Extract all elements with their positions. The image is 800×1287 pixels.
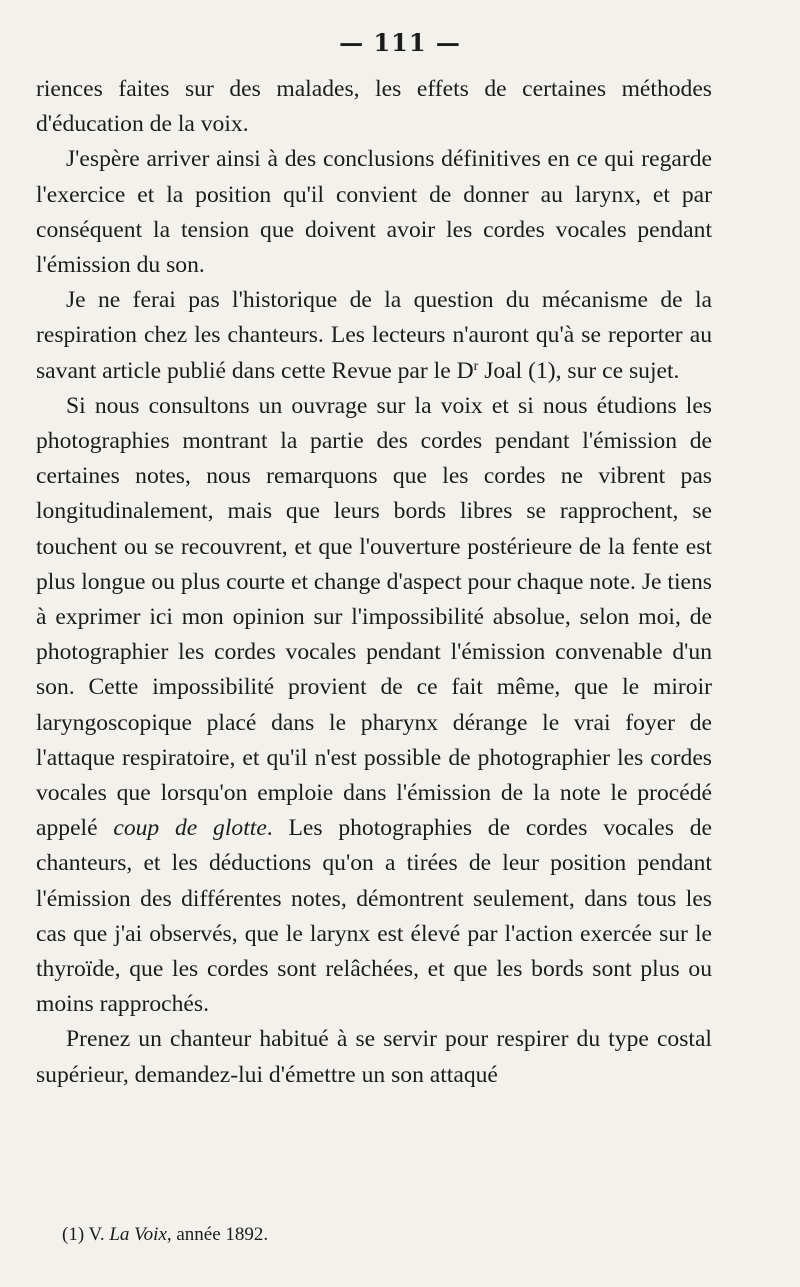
superscript-r: r bbox=[473, 358, 479, 374]
paragraph-text: Je ne ferai pas l'historique de la question du mécanisme de la respiration chez les chanteurs. Les lecteurs n'auront qu'à se reporter au savant article publié dans cette Revue par le D bbox=[36, 287, 712, 384]
footnote bbox=[62, 1224, 662, 1246]
footnote-title: La Voix bbox=[109, 1224, 167, 1245]
paragraph-text: riences faites sur des malades, les effets de certaines méthodes d'éducation de la voix. bbox=[36, 76, 712, 138]
paragraph-text: J'espère arriver ainsi à des conclusions définitives en ce qui regarde l'exercice et la position qu'il convient de donner au larynx, et par conséquent la tension que doivent avoir les cordes vocales pendant l'émission du son. bbox=[36, 146, 712, 279]
body-text bbox=[36, 72, 712, 1093]
paragraph-text: Prenez un chanteur habitué à se servir pour respirer du type costal supérieur, demandez-lui d'émettre un son attaqué bbox=[36, 1026, 712, 1088]
paragraph-text: Si nous consultons un ouvrage sur la voix et si nous étudions les photographies montrant la partie des cordes pendant l'émission de certaines notes, nous remarquons que les cordes ne vibrent pas longitudinalement, mais que leurs bords libres se rapprochent, se touchent ou se recouvrent, et que l'ouverture postérieure de la fente est plus longue ou plus courte et change d'aspect pour chaque note. Je tiens à exprimer ici mon opinion sur l'impossibilité absolue, selon moi, de photographier les cordes vocales pendant l'émission convenable d'un son. Cette impossibilité provient de ce fait même, que le miroir laryngoscopique placé dans le pharynx dérange le vrai foyer de l'attaque respiratoire, et qu'il n'est possible de photographier les cordes vocales que lorsqu'on emploie dans l'émission de la note le procédé appelé bbox=[36, 392, 712, 842]
footnote-rest: , année 1892. bbox=[166, 1224, 269, 1245]
footnote-marker: (1) V. bbox=[62, 1224, 105, 1245]
paragraph-singer bbox=[36, 1022, 712, 1092]
paragraph-text-end: Joal (1), sur ce sujet. bbox=[478, 357, 680, 384]
paragraph-continuation bbox=[36, 72, 712, 142]
italic-term: coup de glotte bbox=[113, 815, 267, 842]
paragraph-photographs bbox=[36, 389, 712, 1023]
page-number-header: — 111 — bbox=[339, 28, 461, 57]
paragraph-text-end: . Les photographies de cordes vocales de chanteurs, et les déductions qu'on a tirées de leur position pendant l'émission des différentes notes, démontrent seulement, dans tous les cas que j'ai observés, que le larynx est élevé par l'action exercée sur le thyroïde, que les cordes sont relâchées, et que les bords sont plus ou moins rapprochés. bbox=[36, 815, 712, 1018]
paragraph-history bbox=[36, 283, 712, 389]
paragraph-exercise bbox=[36, 142, 712, 283]
